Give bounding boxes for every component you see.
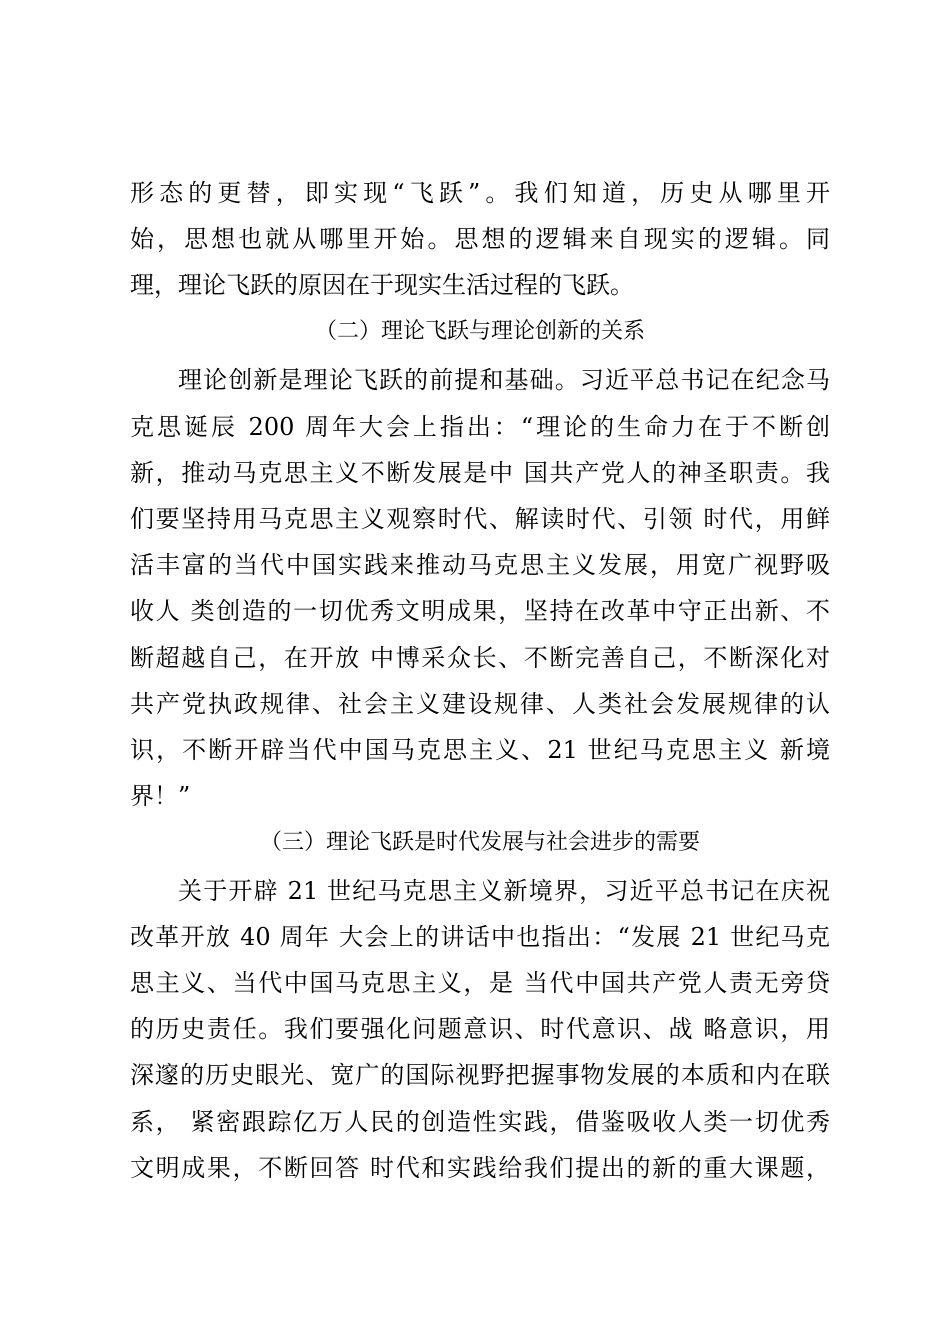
paragraph-1-line-1: 形态的更替，即实现“飞跃”。我们知道，历史从哪里开 [130,179,830,207]
paragraph-2-line-3: 新，推动马克思主义不断发展是中 国共产党人的神圣职责。我 [130,459,830,487]
section-heading-2: （二）理论飞跃与理论创新的关系 [314,319,645,344]
paragraph-2-line-2: 克思诞辰 200 周年大会上指出：“理论的生命力在于不断创 [130,413,830,441]
paragraph-2-line-10: 界！” [130,782,191,810]
paragraph-3-line-4: 的历史责任。我们要强化问题意识、时代意识、战 略意识，用 [130,1015,830,1043]
paragraph-2-line-4: 们要坚持用马克思主义观察时代、解读时代、引领 时代，用鲜 [130,505,830,533]
paragraph-3-line-6: 系， 紧密跟踪亿万人民的创造性实践，借鉴吸收人类一切优秀 [130,1108,830,1136]
paragraph-1-line-3: 理，理论飞跃的原因在于现实生活过程的飞跃。 [130,271,634,299]
paragraph-3-line-3: 思主义、当代中国马克思主义，是 当代中国共产党人责无旁贷 [130,969,830,997]
paragraph-3-line-2: 改革开放 40 周年 大会上的讲话中也指出：“发展 21 世纪马克 [130,923,830,951]
paragraph-2-line-7: 断超越自己，在开放 中博采众长、不断完善自己，不断深化对 [130,644,830,672]
paragraph-1-line-2: 始，思想也就从哪里开始。思想的逻辑来自现实的逻辑。同 [130,225,830,253]
paragraph-2-line-1: 理论创新是理论飞跃的前提和基础。习近平总书记在纪念马 [178,366,830,394]
paragraph-2-line-5: 活丰富的当代中国实践来推动马克思主义发展，用宽广视野吸 [130,551,830,579]
section-heading-3: （三）理论飞跃是时代发展与社会进步的需要 [259,830,700,855]
paragraph-2-line-6: 收人 类创造的一切优秀文明成果，坚持在改革中守正出新、不 [130,597,830,625]
paragraph-3-line-5: 深邃的历史眼光、宽广的国际视野把握事物发展的本质和内在联 [130,1061,830,1089]
paragraph-3-line-1: 关于开辟 21 世纪马克思主义新境界，习近平总书记在庆祝 [178,877,830,905]
paragraph-2-line-8: 共产党执政规律、社会主义建设规律、人类社会发展规律的认 [130,690,830,718]
paragraph-3-line-7: 文明成果，不断回答 时代和实践给我们提出的新的重大课题， [130,1154,830,1182]
paragraph-2-line-9: 识，不断开辟当代中国马克思主义、21 世纪马克思主义 新境 [130,736,830,764]
